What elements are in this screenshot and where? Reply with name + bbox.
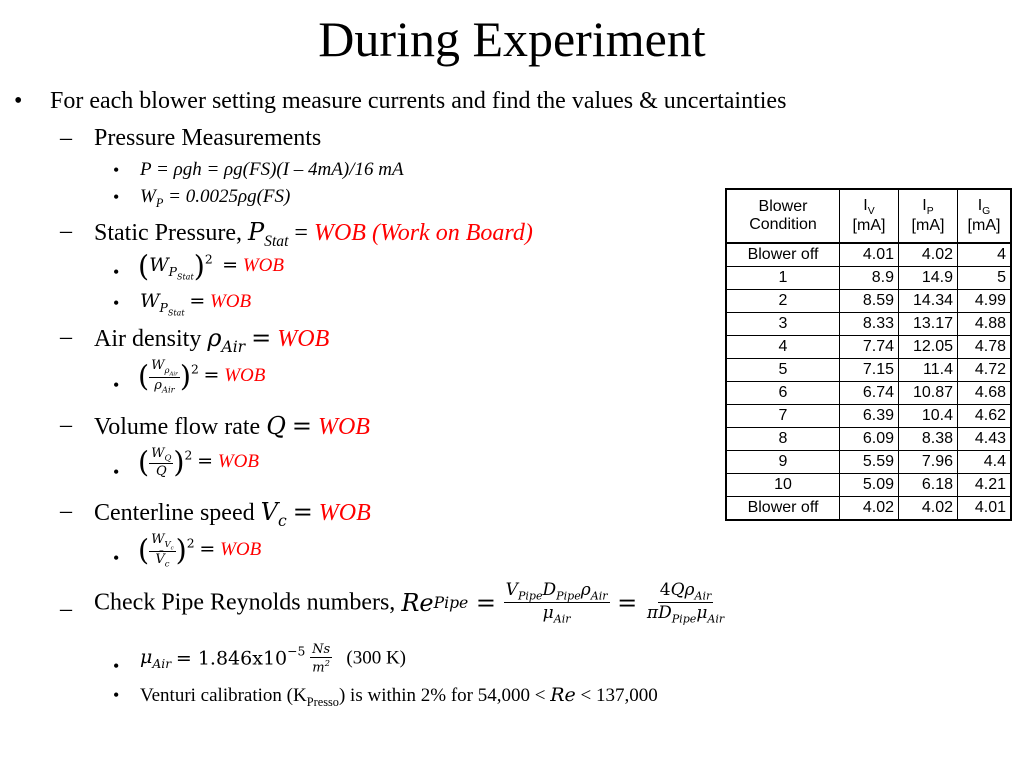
cell-ig: 4.4 bbox=[958, 451, 1012, 474]
table-row bbox=[726, 474, 1011, 497]
main-bullet-text: For each blower setting measure currents and find the values & uncertainties bbox=[50, 88, 787, 114]
cell-ip: 8.38 bbox=[899, 428, 958, 451]
centerline-speed-line: Centerline speed $V_c$ = WOB bbox=[94, 498, 371, 530]
air-density-line: Air density $\rho_{Air}$ = WOB bbox=[94, 324, 330, 356]
table-row bbox=[726, 313, 1011, 336]
cell-condition: 2 bbox=[726, 290, 840, 313]
header-ig: $I_G$ [mA] bbox=[958, 189, 1012, 243]
sub-bullet-dot: • bbox=[113, 548, 120, 568]
air-density-uncertainty: ( $\frac{W_{\rho_{Air}}}{\rho_{Air}}$ )$^2$ = WOB bbox=[138, 358, 266, 395]
cell-condition: Blower off bbox=[726, 497, 840, 521]
static-pressure-sq-uncertainty: $(W_{P_{Stat}})^2$ = WOB bbox=[138, 250, 284, 283]
cell-ip: 10.87 bbox=[899, 382, 958, 405]
dash-marker: – bbox=[60, 498, 72, 524]
header-ip: $I_P$ [mA] bbox=[899, 189, 958, 243]
slide-title: During Experiment bbox=[318, 11, 706, 67]
pressure-heading: Pressure Measurements bbox=[94, 125, 322, 151]
table-row bbox=[726, 359, 1011, 382]
cell-iv: 4.02 bbox=[840, 497, 899, 521]
reynolds-line: Check Pipe Reynolds numbers, RePipe = $\frac{V_{Pipe}D_{Pipe}\rho_{Air}}{\mu_{Air}}$ = $\frac{4Q\rho_{Air}}{\pi D_{Pipe}\mu_{Air}}$ bbox=[94, 580, 725, 626]
dash-marker: – bbox=[60, 324, 72, 350]
cell-condition: Blower off bbox=[726, 243, 840, 267]
cell-ip: 4.02 bbox=[899, 243, 958, 267]
cell-condition: 5 bbox=[726, 359, 840, 382]
cell-ip: 12.05 bbox=[899, 336, 958, 359]
cell-iv: 6.09 bbox=[840, 428, 899, 451]
cell-ig: 4.68 bbox=[958, 382, 1012, 405]
volume-flow-uncertainty: ( $\frac{W_Q}{Q}$ )$^2$ = WOB bbox=[138, 446, 259, 479]
cell-ig: 4.88 bbox=[958, 313, 1012, 336]
table-row bbox=[726, 497, 1011, 521]
sub-bullet-dot: • bbox=[113, 187, 120, 207]
cell-ig: 4.43 bbox=[958, 428, 1012, 451]
table-row bbox=[726, 451, 1011, 474]
sub-bullet-dot: • bbox=[113, 293, 120, 313]
current-readings-table bbox=[725, 188, 1012, 521]
cell-iv: 5.09 bbox=[840, 474, 899, 497]
dash-marker: – bbox=[60, 218, 72, 244]
cell-condition: 6 bbox=[726, 382, 840, 405]
static-pressure-uncertainty: $W_{P_{Stat}}$ = WOB bbox=[140, 290, 252, 318]
dash-marker: – bbox=[60, 596, 72, 622]
table-row bbox=[726, 267, 1011, 290]
pressure-formula: P = ρgh = ρg(FS)(I – 4mA)/16 mA bbox=[140, 159, 404, 180]
volume-flow-line: Volume flow rate Q = WOB bbox=[94, 412, 370, 440]
cell-ig: 4.72 bbox=[958, 359, 1012, 382]
cell-iv: 5.59 bbox=[840, 451, 899, 474]
pressure-uncertainty-formula: $W_P = 0.0025\rho g(FS)$ bbox=[140, 186, 291, 210]
cell-condition: 7 bbox=[726, 405, 840, 428]
cell-iv: 8.59 bbox=[840, 290, 899, 313]
sub-bullet-dot: • bbox=[113, 685, 120, 705]
cell-iv: 7.74 bbox=[840, 336, 899, 359]
cell-ig: 4.78 bbox=[958, 336, 1012, 359]
table-row bbox=[726, 382, 1011, 405]
header-blower-condition: Blower Condition bbox=[726, 189, 840, 243]
cell-condition: 3 bbox=[726, 313, 840, 336]
cell-iv: 8.33 bbox=[840, 313, 899, 336]
cell-condition: 8 bbox=[726, 428, 840, 451]
venturi-line: Venturi calibration $(K_{Presso})$ is within 2% for 54,000 < Re < 137,000 bbox=[140, 684, 658, 709]
cell-condition: 9 bbox=[726, 451, 840, 474]
dash-marker: – bbox=[60, 412, 72, 438]
cell-iv: 4.01 bbox=[840, 243, 899, 267]
static-pressure-line: Static Pressure, $P_{Stat}$ = WOB (Work on Board) bbox=[94, 218, 533, 250]
table-row bbox=[726, 243, 1011, 267]
cell-ig: 4.21 bbox=[958, 474, 1012, 497]
cell-ip: 13.17 bbox=[899, 313, 958, 336]
cell-ig: 5 bbox=[958, 267, 1012, 290]
table-row bbox=[726, 428, 1011, 451]
cell-ip: 11.4 bbox=[899, 359, 958, 382]
cell-ip: 14.34 bbox=[899, 290, 958, 313]
sub-bullet-dot: • bbox=[113, 262, 120, 282]
cell-condition: 10 bbox=[726, 474, 840, 497]
cell-ig: 4.99 bbox=[958, 290, 1012, 313]
cell-ip: 7.96 bbox=[899, 451, 958, 474]
cell-ip: 10.4 bbox=[899, 405, 958, 428]
viscosity-line: $\mu_{Air} = 1.846x10^{-5}$ $\frac{Ns}{m^2}$ (300 K) bbox=[140, 642, 407, 676]
sub-bullet-dot: • bbox=[113, 160, 120, 180]
cell-ip: 14.9 bbox=[899, 267, 958, 290]
cell-iv: 6.39 bbox=[840, 405, 899, 428]
table-row bbox=[726, 336, 1011, 359]
cell-condition: 4 bbox=[726, 336, 840, 359]
cell-condition: 1 bbox=[726, 267, 840, 290]
bullet-dot: • bbox=[14, 88, 23, 114]
cell-ig: 4.01 bbox=[958, 497, 1012, 521]
sub-bullet-dot: • bbox=[113, 656, 120, 676]
cell-iv: 8.9 bbox=[840, 267, 899, 290]
cell-ig: 4.62 bbox=[958, 405, 1012, 428]
cell-iv: 6.74 bbox=[840, 382, 899, 405]
cell-ip: 6.18 bbox=[899, 474, 958, 497]
centerline-speed-uncertainty: ( $\frac{W_{V_c}}{V̄_c}$ )$^2$ = WOB bbox=[138, 532, 262, 569]
sub-bullet-dot: • bbox=[113, 375, 120, 395]
table-row bbox=[726, 405, 1011, 428]
table-row bbox=[726, 290, 1011, 313]
cell-ig: 4 bbox=[958, 243, 1012, 267]
dash-marker: – bbox=[60, 125, 72, 151]
cell-iv: 7.15 bbox=[840, 359, 899, 382]
sub-bullet-dot: • bbox=[113, 462, 120, 482]
cell-ip: 4.02 bbox=[899, 497, 958, 521]
header-iv: $I_V$ [mA] bbox=[840, 189, 899, 243]
table-header-row bbox=[726, 189, 1011, 243]
